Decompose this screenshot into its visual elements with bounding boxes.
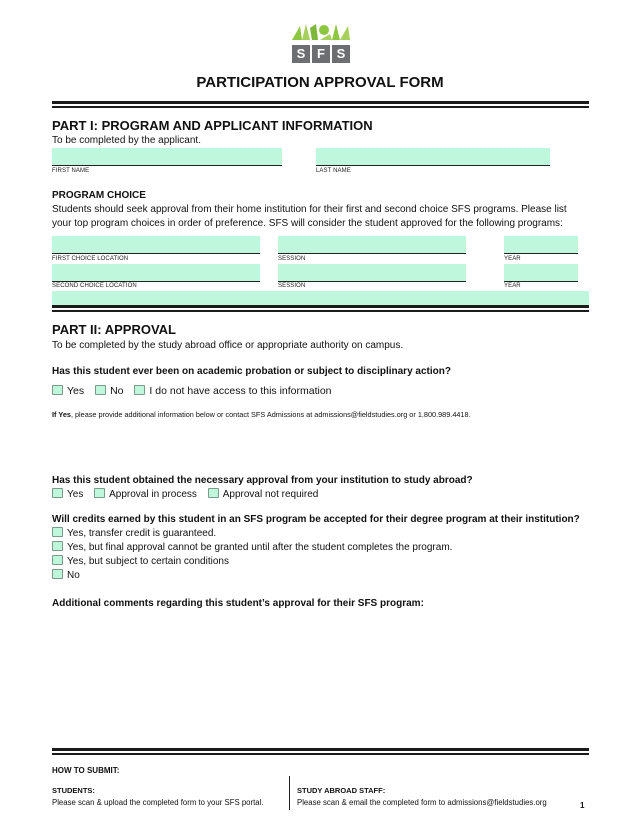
q1-no-label: No	[110, 385, 124, 397]
program-choice-text-2: your top program choices in order of preference. SFS will consider the student approved for the following programs:	[52, 218, 563, 229]
comments-heading: Additional comments regarding this student’s approval for their SFS program:	[52, 598, 424, 609]
q2-options	[52, 488, 318, 502]
q3-option-4	[52, 569, 80, 583]
staff-text: Please scan & email the completed form to admissions@fieldstudies.org	[297, 798, 547, 807]
q3-option-1	[52, 527, 216, 541]
q3-no-checkbox[interactable]	[52, 569, 63, 579]
middle-divider	[52, 305, 589, 312]
first-name-field[interactable]	[52, 148, 282, 166]
logo-letter-s1: S	[292, 45, 310, 63]
leaf-pattern-icon	[290, 22, 352, 42]
second-choice-location-label: SECOND CHOICE LOCATION	[52, 283, 137, 289]
q2-in-process-checkbox[interactable]	[94, 488, 105, 498]
staff-heading: STUDY ABROAD STAFF:	[297, 786, 386, 795]
q2-in-process-label: Approval in process	[109, 489, 197, 500]
program-choice-heading: PROGRAM CHOICE	[52, 190, 146, 201]
second-choice-year-field[interactable]	[504, 264, 578, 282]
q3-guaranteed-label: Yes, transfer credit is guaranteed.	[67, 528, 217, 539]
second-choice-year-label: YEAR	[504, 283, 521, 289]
q3-option-3	[52, 555, 229, 569]
q3-credits: Will credits earned by this student in an SFS program be accepted for their degree program at their institution?	[52, 514, 580, 525]
q2-institution-approval: Has this student obtained the necessary approval from your institution to study abroad?	[52, 475, 473, 486]
page-number: 1	[580, 801, 585, 810]
q3-conditions-checkbox[interactable]	[52, 555, 63, 565]
q2-yes-checkbox[interactable]	[52, 488, 63, 498]
last-name-field[interactable]	[316, 148, 550, 166]
q1-no-access-label: I do not have access to this information	[149, 385, 332, 397]
q1-yes-checkbox[interactable]	[52, 385, 63, 395]
part1-fill-band	[52, 291, 589, 305]
part2-intro: To be completed by the study abroad office or appropriate authority on campus.	[52, 340, 404, 351]
q1-yes-label: Yes	[67, 385, 85, 397]
q3-after-completion-checkbox[interactable]	[52, 541, 63, 551]
q1-probation: Has this student ever been on academic probation or subject to disciplinary action?	[52, 366, 451, 377]
second-choice-location-field[interactable]	[52, 264, 260, 282]
second-choice-session-field[interactable]	[278, 264, 466, 282]
q3-guaranteed-checkbox[interactable]	[52, 527, 63, 537]
footer-separator	[289, 776, 290, 810]
top-divider	[52, 101, 589, 108]
footer-divider	[52, 748, 589, 755]
first-choice-year-label: YEAR	[504, 256, 521, 262]
first-choice-location-field[interactable]	[52, 236, 260, 254]
first-choice-session-field[interactable]	[278, 236, 466, 254]
q2-not-required-checkbox[interactable]	[208, 488, 219, 498]
part1-heading: PART I: PROGRAM AND APPLICANT INFORMATION	[52, 118, 373, 133]
students-text: Please scan & upload the completed form to your SFS portal.	[52, 798, 264, 807]
q2-not-required-label: Approval not required	[222, 489, 319, 500]
how-to-submit: HOW TO SUBMIT:	[52, 766, 120, 775]
sfs-logo	[290, 22, 352, 64]
last-name-label: LAST NAME	[316, 168, 351, 174]
part1-intro: To be completed by the applicant.	[52, 135, 201, 146]
part2-heading: PART II: APPROVAL	[52, 322, 176, 337]
form-title: PARTICIPATION APPROVAL FORM	[196, 74, 444, 91]
q3-no-label: No	[67, 570, 80, 581]
first-choice-year-field[interactable]	[504, 236, 578, 254]
if-yes-text: , please provide additional information below or contact SFS Admissions at admissions@fieldstudies.org or 1.800.989.4418.	[70, 410, 471, 419]
first-choice-session-label: SESSION	[278, 256, 306, 262]
first-choice-location-label: FIRST CHOICE LOCATION	[52, 256, 129, 262]
students-heading: STUDENTS:	[52, 786, 95, 795]
q2-yes-label: Yes	[67, 489, 84, 500]
q3-after-completion-label: Yes, but final approval cannot be granted until after the student completes the program.	[67, 542, 453, 553]
q1-options	[52, 384, 332, 398]
logo-letter-f: F	[312, 45, 330, 63]
logo-letter-s2: S	[332, 45, 350, 63]
if-yes-bold: If Yes	[52, 410, 71, 419]
q3-option-2	[52, 541, 452, 555]
second-choice-session-label: SESSION	[278, 283, 306, 289]
first-name-label: FIRST NAME	[52, 168, 90, 174]
program-choice-text-1: Students should seek approval from their home institution for their first and second choice SFS programs. Please list	[52, 204, 567, 215]
q3-conditions-label: Yes, but subject to certain conditions	[67, 556, 229, 567]
if-yes-note	[52, 410, 471, 419]
q1-no-checkbox[interactable]	[95, 385, 106, 395]
q1-no-access-checkbox[interactable]	[134, 385, 145, 395]
